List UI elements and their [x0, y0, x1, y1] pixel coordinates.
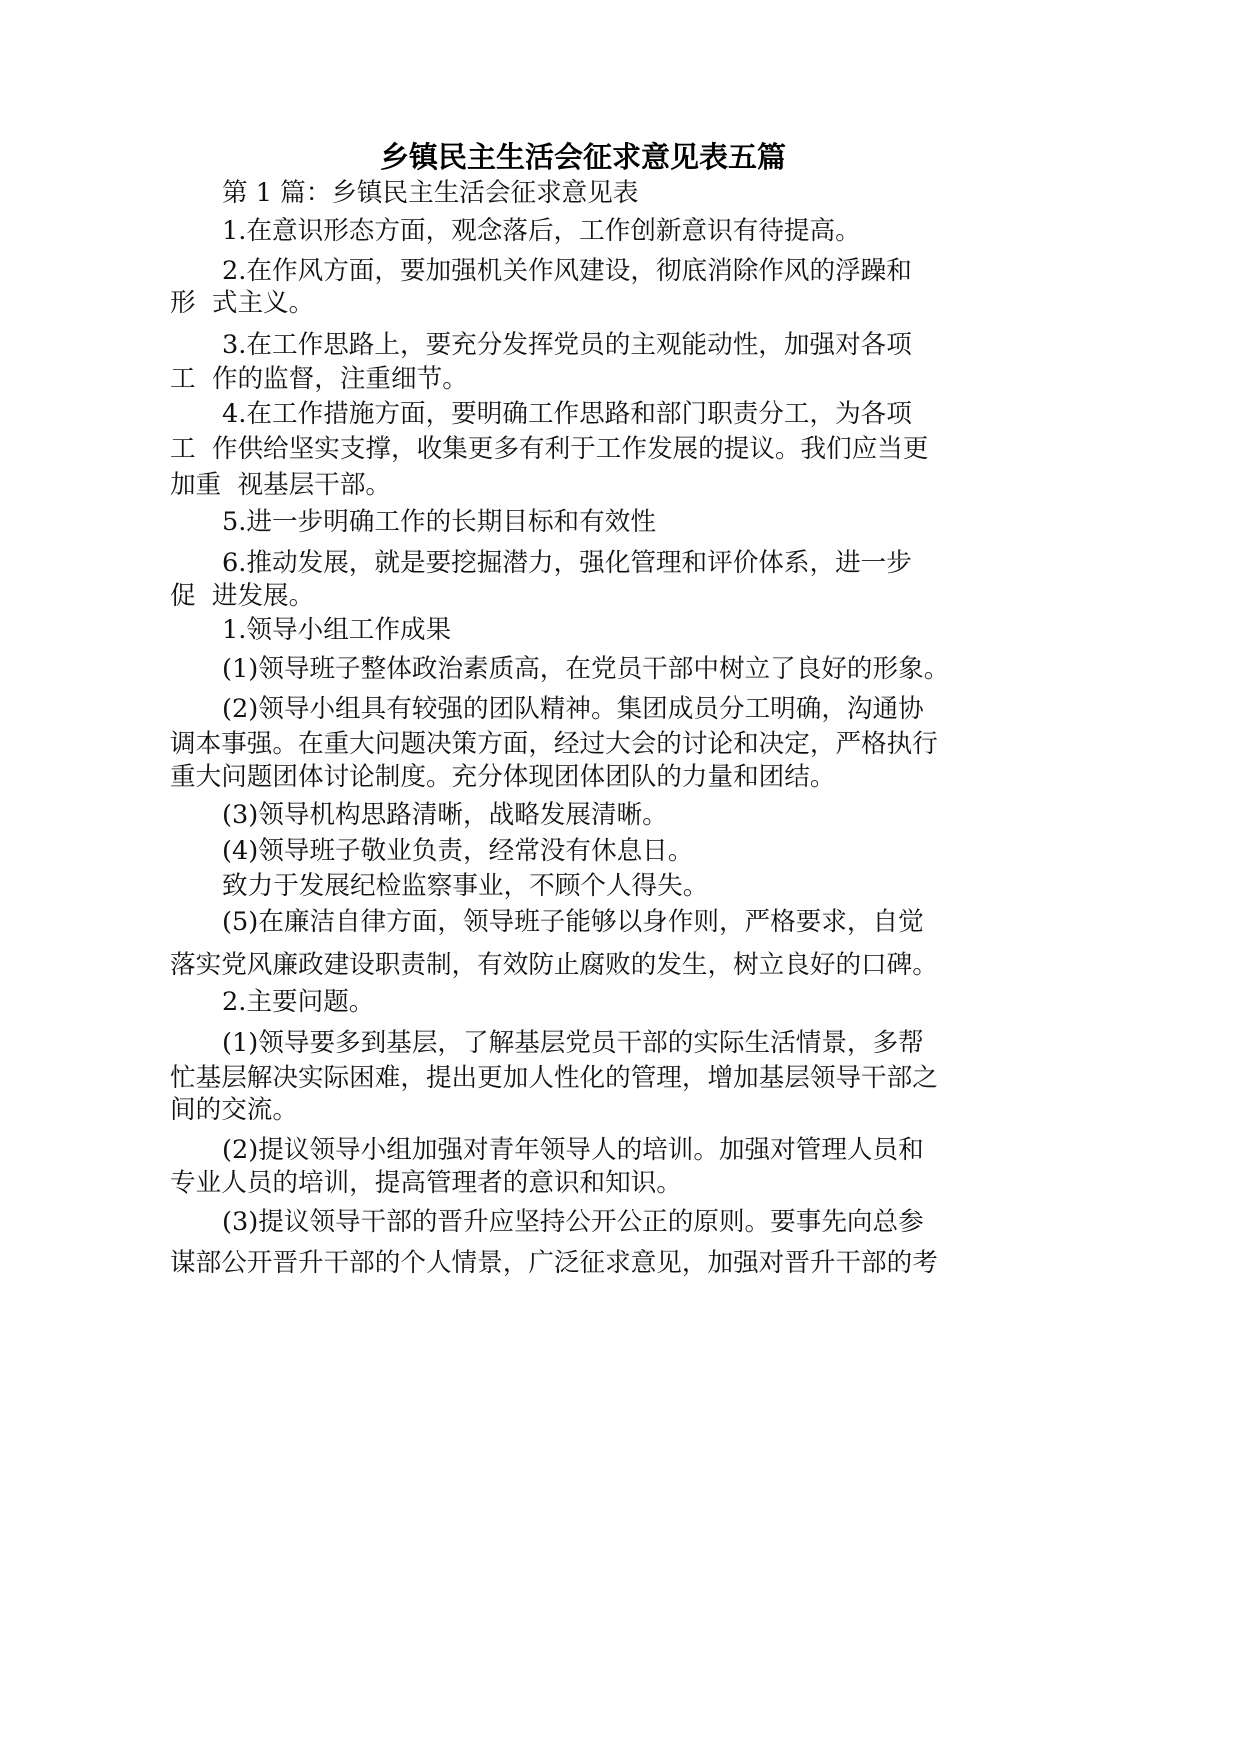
paragraph-11-line-1: (4)领导班子敬业负责，经常没有休息日。: [222, 836, 694, 866]
subheading-leadership-results-line-1: 1.领导小组工作成果: [222, 615, 452, 645]
paragraph-9-line-3: 重大问题团体讨论制度。充分体现团体团队的力量和团结。: [170, 762, 836, 792]
paragraph-13-line-2: 落实党风廉政建设职责制，有效防止腐败的发生，树立良好的口碑。: [170, 950, 938, 980]
paragraph-1-line-1: 1.在意识形态方面，观念落后，工作创新意识有待提高。: [222, 216, 861, 246]
paragraph-8-line-1: (1)领导班子整体政治素质高，在党员干部中树立了良好的形象。: [222, 654, 950, 684]
paragraph-15-line-2: 忙基层解决实际困难，提出更加人性化的管理，增加基层领导干部之: [170, 1063, 938, 1093]
paragraph-6-line-1: 6.推动发展，就是要挖掘潜力，强化管理和评价体系，进一步: [222, 548, 912, 578]
paragraph-16-line-1: (2)提议领导小组加强对青年领导人的培训。加强对管理人员和: [222, 1135, 924, 1165]
paragraph-2-line-1: 2.在作风方面，要加强机关作风建设，彻底消除作风的浮躁和: [222, 256, 912, 286]
paragraph-4-line-2: 工 作供给坚实支撑，收集更多有利于工作发展的提议。我们应当更: [170, 434, 929, 464]
document-title: 乡镇民主生活会征求意见表五篇: [380, 140, 787, 174]
paragraph-10-line-1: (3)领导机构思路清晰，战略发展清晰。: [222, 800, 668, 830]
paragraph-3-line-1: 3.在工作思路上，要充分发挥党员的主观能动性，加强对各项: [222, 330, 912, 360]
paragraph-2-line-2: 形 式主义。: [170, 288, 315, 318]
paragraph-9-line-2: 调本事强。在重大问题决策方面，经过大会的讨论和决定，严格执行: [170, 729, 938, 759]
paragraph-4-line-1: 4.在工作措施方面，要明确工作思路和部门职责分工，为各项: [222, 399, 912, 429]
section-heading-1-line-1: 第 1 篇：乡镇民主生活会征求意见表: [222, 178, 639, 208]
paragraph-13-line-1: (5)在廉洁自律方面，领导班子能够以身作则，严格要求，自觉: [222, 907, 924, 937]
paragraph-17-line-1: (3)提议领导干部的晋升应坚持公开公正的原则。要事先向总参: [222, 1207, 924, 1237]
paragraph-15-line-3: 间的交流。: [170, 1095, 298, 1125]
paragraph-6-line-2: 促 进发展。: [170, 581, 315, 611]
subheading-main-problems-line-1: 2.主要问题。: [222, 987, 375, 1017]
paragraph-9-line-1: (2)领导小组具有较强的团队精神。集团成员分工明确，沟通协: [222, 694, 924, 724]
paragraph-3-line-2: 工 作的监督，注重细节。: [170, 364, 468, 394]
paragraph-5-line-1: 5.进一步明确工作的长期目标和有效性: [222, 507, 656, 537]
paragraph-12-line-1: 致力于发展纪检监察事业，不顾个人得失。: [222, 871, 709, 901]
paragraph-16-line-2: 专业人员的培训，提高管理者的意识和知识。: [170, 1168, 682, 1198]
paragraph-15-line-1: (1)领导要多到基层，了解基层党员干部的实际生活情景，多帮: [222, 1028, 924, 1058]
paragraph-4-line-3: 加重 视基层干部。: [170, 470, 392, 500]
paragraph-17-line-2: 谋部公开晋升干部的个人情景，广泛征求意见，加强对晋升干部的考: [170, 1248, 938, 1278]
